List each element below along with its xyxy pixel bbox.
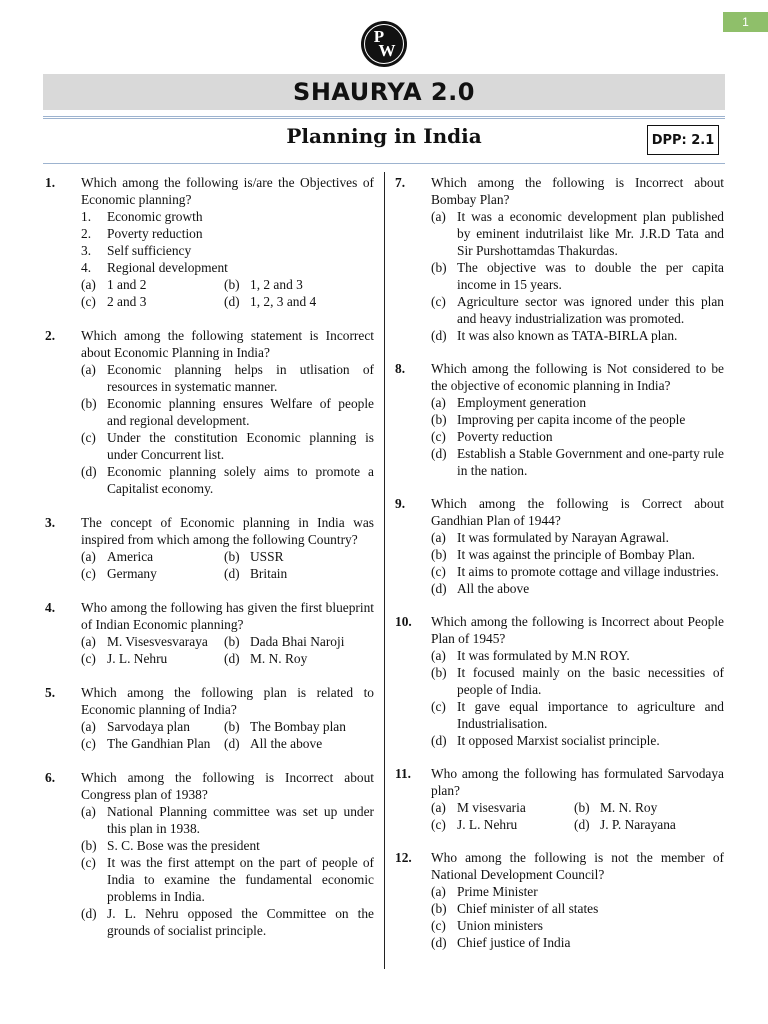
option-d[interactable]: [224, 565, 374, 582]
option-a[interactable]: [81, 548, 224, 565]
option-label: (c): [81, 294, 96, 309]
option-label: (d): [224, 294, 240, 309]
header-rule-bottom: [43, 118, 725, 119]
option-c[interactable]: [431, 563, 724, 580]
option-text: It gave equal importance to agriculture and Industrialisation.: [457, 699, 724, 731]
option-a[interactable]: [431, 799, 574, 816]
question-text: Which among the following is Incorrect about Congress plan of 1938?: [81, 770, 374, 802]
question-text: Which among the following plan is related to Economic planning of India?: [81, 685, 374, 717]
question-text: Which among the following is/are the Objectives of Economic planning?: [81, 175, 374, 207]
statement-text: Self sufficiency: [107, 243, 192, 258]
option-c[interactable]: [81, 854, 374, 905]
statement-number: 1.: [81, 209, 92, 224]
option-text: 1 and 2: [107, 277, 147, 292]
option-text: Chief minister of all states: [457, 901, 599, 916]
question-3: [44, 514, 374, 582]
left-column: [44, 174, 374, 939]
option-d[interactable]: [81, 463, 374, 497]
option-d[interactable]: [81, 905, 374, 939]
right-column: [394, 174, 724, 951]
page-number-badge: 1: [723, 12, 768, 32]
question-text: Which among the following is Not considered to be the objective of economic planning in India?: [431, 361, 724, 393]
options-grid: [81, 276, 374, 310]
option-label: (c): [431, 429, 446, 444]
option-b[interactable]: [81, 395, 374, 429]
option-d[interactable]: [224, 650, 374, 667]
option-text: The objective was to double the per capita income in 15 years.: [457, 260, 724, 292]
question-number: 11.: [395, 766, 411, 781]
options-grid: [81, 548, 374, 582]
option-text: Poverty reduction: [457, 429, 553, 444]
option-text: Establish a Stable Government and one-party rule in the nation.: [457, 446, 724, 478]
option-label: (c): [81, 566, 96, 581]
question-9: [394, 495, 724, 597]
option-label: (a): [431, 530, 446, 545]
question-12: [394, 849, 724, 951]
option-label: (c): [431, 817, 446, 832]
option-a[interactable]: [431, 883, 724, 900]
option-text: Economic planning ensures Welfare of people and regional development.: [107, 396, 374, 428]
option-label: (c): [431, 294, 446, 309]
option-text: Chief justice of India: [457, 935, 571, 950]
option-text: It was a economic development plan published by eminent indutrilaist like Mr. J.R.D Tata and Sir Purshottamdas Thakurdas.: [457, 209, 724, 258]
option-text: It was formulated by M.N ROY.: [457, 648, 630, 663]
question-number: 6.: [45, 770, 56, 785]
option-text: Improving per capita income of the people: [457, 412, 686, 427]
option-b[interactable]: [431, 259, 724, 293]
option-text: S. C. Bose was the president: [107, 838, 260, 853]
statement-number: 4.: [81, 260, 92, 275]
question-number: 10.: [395, 614, 412, 629]
option-label: (d): [431, 935, 447, 950]
option-label: (a): [81, 634, 96, 649]
option-a[interactable]: [431, 208, 724, 259]
option-d[interactable]: [224, 293, 374, 310]
question-number: 12.: [395, 850, 412, 865]
option-label: (d): [431, 446, 447, 461]
option-a[interactable]: [431, 647, 724, 664]
option-label: (b): [224, 719, 240, 734]
svg-text:P: P: [373, 27, 385, 46]
question-number: 4.: [45, 600, 56, 615]
option-a[interactable]: [81, 803, 374, 837]
option-label: (d): [224, 566, 240, 581]
option-label: (b): [224, 549, 240, 564]
question-number: 3.: [45, 515, 56, 530]
option-text: Sarvodaya plan: [107, 719, 190, 734]
statement-number: 2.: [81, 226, 92, 241]
option-label: (a): [81, 549, 96, 564]
option-label: (d): [574, 817, 590, 832]
question-text: The concept of Economic planning in India was inspired from which among the following Country?: [81, 515, 374, 547]
option-text: It focused mainly on the basic necessities of people of India.: [457, 665, 724, 697]
question-2: [44, 327, 374, 497]
question-number: 7.: [395, 175, 406, 190]
option-label: (b): [431, 412, 447, 427]
option-label: (b): [431, 901, 447, 916]
question-text: Which among the following is Incorrect about Bombay Plan?: [431, 175, 724, 207]
option-label: (b): [431, 665, 447, 680]
document-title: SHAURYA 2.0: [43, 74, 725, 110]
option-label: (c): [81, 651, 96, 666]
question-number: 5.: [45, 685, 56, 700]
option-b[interactable]: [224, 548, 374, 565]
question-11: [394, 765, 724, 833]
question-statement: [81, 242, 374, 259]
option-text: Britain: [250, 566, 288, 581]
option-b[interactable]: [81, 837, 374, 854]
question-number: 9.: [395, 496, 406, 511]
option-d[interactable]: [574, 816, 724, 833]
option-label: (b): [224, 634, 240, 649]
question-8: [394, 360, 724, 479]
option-a[interactable]: [431, 529, 724, 546]
option-b[interactable]: [224, 718, 374, 735]
option-text: 1, 2, 3 and 4: [250, 294, 317, 309]
option-label: (a): [81, 277, 96, 292]
option-label: (d): [224, 736, 240, 751]
question-text: Who among the following is not the member of National Development Council?: [431, 850, 724, 882]
option-text: America: [107, 549, 154, 564]
option-label: (a): [431, 209, 446, 224]
options-grid: [81, 718, 374, 752]
option-text: The Gandhian Plan: [107, 736, 211, 751]
option-text: Prime Minister: [457, 884, 538, 899]
option-label: (d): [224, 651, 240, 666]
options-grid: [431, 799, 724, 833]
svg-text:W: W: [378, 41, 396, 60]
header-rule-top: [43, 116, 725, 117]
question-number: 2.: [45, 328, 56, 343]
option-label: (d): [81, 906, 97, 921]
option-label: (b): [431, 260, 447, 275]
option-text: It opposed Marxist socialist principle.: [457, 733, 660, 748]
option-label: (c): [431, 918, 446, 933]
option-text: M. N. Roy: [600, 800, 658, 815]
option-c[interactable]: [431, 917, 724, 934]
option-c[interactable]: [81, 565, 224, 582]
option-label: (d): [431, 328, 447, 343]
option-label: (a): [81, 719, 96, 734]
option-label: (c): [81, 430, 96, 445]
option-b[interactable]: [224, 276, 374, 293]
option-label: (b): [431, 547, 447, 562]
option-a[interactable]: [81, 633, 224, 650]
option-label: (a): [81, 804, 96, 819]
option-text: All the above: [457, 581, 530, 596]
option-c[interactable]: [81, 429, 374, 463]
option-label: (a): [431, 800, 446, 815]
option-b[interactable]: [431, 546, 724, 563]
question-statement: [81, 225, 374, 242]
option-text: M. Visesvesvaraya: [107, 634, 208, 649]
question-text: Which among the following statement is Incorrect about Economic Planning in India?: [81, 328, 374, 360]
option-label: (c): [431, 699, 446, 714]
question-statement: [81, 259, 374, 276]
option-c[interactable]: [81, 293, 224, 310]
option-text: Under the constitution Economic planning is under Concurrent list.: [107, 430, 374, 462]
option-d[interactable]: [431, 445, 724, 479]
topic-rule: [43, 163, 725, 164]
option-d[interactable]: [431, 732, 724, 749]
question-text: Which among the following is Incorrect about People Plan of 1945?: [431, 614, 724, 646]
statement-number: 3.: [81, 243, 92, 258]
option-c[interactable]: [81, 650, 224, 667]
option-a[interactable]: [431, 394, 724, 411]
option-c[interactable]: [431, 293, 724, 327]
options-grid: [81, 633, 374, 667]
option-label: (a): [81, 362, 96, 377]
option-d[interactable]: [431, 934, 724, 951]
option-label: (c): [81, 736, 96, 751]
question-6: [44, 769, 374, 939]
question-statement: [81, 208, 374, 225]
option-label: (d): [431, 581, 447, 596]
question-number: 8.: [395, 361, 406, 376]
option-text: 2 and 3: [107, 294, 147, 309]
option-text: 1, 2 and 3: [250, 277, 303, 292]
option-text: J. P. Narayana: [600, 817, 676, 832]
option-text: Economic planning solely aims to promote a Capitalist economy.: [107, 464, 374, 496]
question-1: [44, 174, 374, 310]
question-number: 1.: [45, 175, 56, 190]
statement-text: Economic growth: [107, 209, 203, 224]
option-d[interactable]: [431, 327, 724, 344]
pw-logo: [360, 20, 408, 68]
option-text: J. L. Nehru: [107, 651, 168, 666]
dpp-label: DPP: 2.1: [647, 125, 719, 155]
statement-text: Poverty reduction: [107, 226, 203, 241]
option-label: (b): [81, 396, 97, 411]
option-text: J. L. Nehru opposed the Committee on the grounds of socialist principle.: [107, 906, 374, 938]
option-text: It was formulated by Narayan Agrawal.: [457, 530, 669, 545]
option-text: M. N. Roy: [250, 651, 308, 666]
option-text: Union ministers: [457, 918, 543, 933]
option-text: It was also known as TATA-BIRLA plan.: [457, 328, 678, 343]
option-label: (d): [431, 733, 447, 748]
option-text: Economic planning helps in utlisation of resources in systematic manner.: [107, 362, 374, 394]
option-text: All the above: [250, 736, 323, 751]
question-7: [394, 174, 724, 344]
question-text: Who among the following has formulated Sarvodaya plan?: [431, 766, 724, 798]
option-text: Employment generation: [457, 395, 587, 410]
option-text: Dada Bhai Naroji: [250, 634, 345, 649]
option-c[interactable]: [431, 698, 724, 732]
option-text: National Planning committee was set up under this plan in 1938.: [107, 804, 374, 836]
option-b[interactable]: [574, 799, 724, 816]
option-c[interactable]: [81, 735, 224, 752]
question-text: Which among the following is Correct about Gandhian Plan of 1944?: [431, 496, 724, 528]
option-label: (b): [81, 838, 97, 853]
question-4: [44, 599, 374, 667]
option-a[interactable]: [81, 361, 374, 395]
option-label: (d): [81, 464, 97, 479]
option-text: USSR: [250, 549, 284, 564]
option-c[interactable]: [431, 816, 574, 833]
option-a[interactable]: [81, 718, 224, 735]
option-b[interactable]: [431, 664, 724, 698]
option-label: (a): [431, 884, 446, 899]
question-text: Who among the following has given the first blueprint of Indian Economic planning?: [81, 600, 374, 632]
question-10: [394, 613, 724, 749]
option-a[interactable]: [81, 276, 224, 293]
option-text: Agriculture sector was ignored under this plan and heavy industrialization was promoted.: [457, 294, 724, 326]
option-c[interactable]: [431, 428, 724, 445]
option-d[interactable]: [431, 580, 724, 597]
option-label: (b): [574, 800, 590, 815]
option-b[interactable]: [431, 900, 724, 917]
option-b[interactable]: [224, 633, 374, 650]
option-label: (b): [224, 277, 240, 292]
option-text: J. L. Nehru: [457, 817, 518, 832]
option-text: It was against the principle of Bombay Plan.: [457, 547, 696, 562]
question-5: [44, 684, 374, 752]
statement-text: Regional development: [107, 260, 228, 275]
option-label: (a): [431, 648, 446, 663]
option-text: It was the first attempt on the part of people of India to examine the fundamental economic problems in India.: [107, 855, 374, 904]
option-text: M visesvaria: [457, 800, 526, 815]
column-divider: [384, 172, 385, 969]
option-d[interactable]: [224, 735, 374, 752]
option-text: The Bombay plan: [250, 719, 346, 734]
option-b[interactable]: [431, 411, 724, 428]
option-label: (a): [431, 395, 446, 410]
option-label: (c): [431, 564, 446, 579]
option-label: (c): [81, 855, 96, 870]
option-text: Germany: [107, 566, 157, 581]
option-text: It aims to promote cottage and village industries.: [457, 564, 719, 579]
topic-heading: Planning in India: [286, 124, 482, 148]
